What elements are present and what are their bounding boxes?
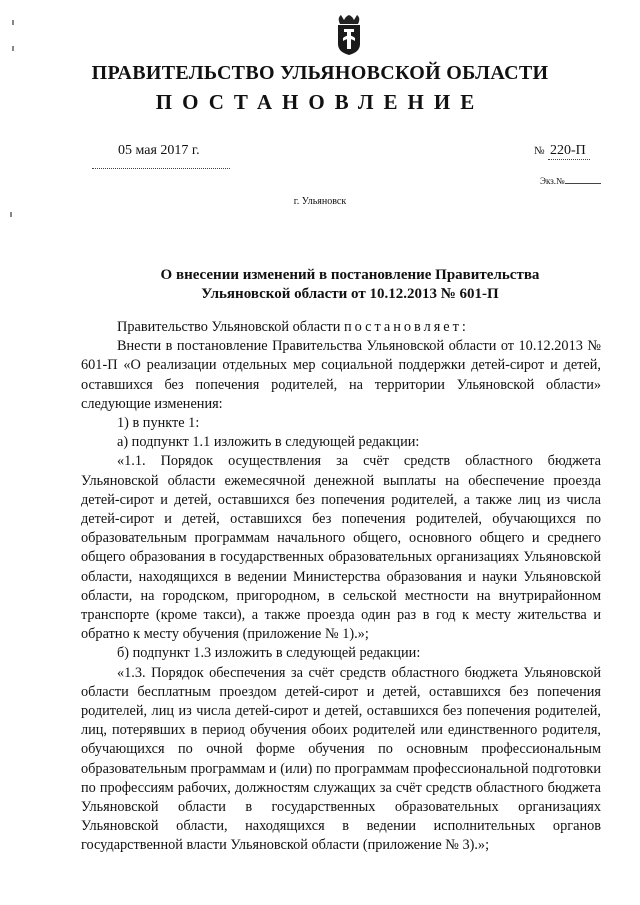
preamble-verb: постановляет: bbox=[343, 319, 469, 335]
paragraph-amendment-intro: Внести в постановление Правительства Ульяновской области от 10.12.2013 № 601-П «О реализации отдельных мер социальной поддержки детей-сирот и детей, оставшихся без попечения родителей, на территории Ульяновской области» следующие изменения: bbox=[81, 338, 601, 412]
paragraph-quote-1-3: «1.3. Порядок обеспечения за счёт средств областного бюджета Ульяновской области бесплатным проездом детей-сирот и детей, оставшихся без попечения родителей, лиц из числа детей-сирот и детей, оставшихся без попечения родителей, лиц, потерявших в период обучения обоих родителей или единственного родителя, обучающихся по очной форме обучения по основным профессиональным образовательным программам и (или) по программам профессиональной подготовки по профессиям рабочих, должностям служащих за счёт средств областного бюджета Ульяновской области в государственных образовательных организациях Ульяновской области, находящихся в ведении исполнительных органов государственной власти Ульяновской области (приложение № 3).»; bbox=[81, 664, 601, 854]
copy-number bbox=[540, 176, 601, 186]
document-type-heading: ПОСТАНОВЛЕНИЕ bbox=[155, 90, 485, 114]
copy-blank-line bbox=[565, 183, 601, 184]
copy-label: Экз.№ bbox=[540, 176, 565, 186]
city-name: г. Ульяновск bbox=[293, 196, 347, 207]
document-number bbox=[534, 143, 590, 160]
preamble-subject: Правительство Ульяновской области bbox=[117, 319, 341, 335]
scan-mark bbox=[10, 212, 12, 217]
paragraph-quote-1-1: «1.1. Порядок осуществления за счёт средств областного бюджета Ульяновской области ежемесячной денежной выплаты на обеспечение проезда детей-сирот и детей, оставшихся без попечения родителей, а также лиц из числа детей-сирот и детей, оставшихся без попечения родителей, обучающихся по образовательным программам начального общего, основного общего и среднего общего образования в государственных образовательных организациях Ульяновской области, находящихся в ведении Министерства образования и науки Ульяновской области, на городском, пригородном, в сельской местности на внутрирайонном транспорте (кроме такси), а также проезда один раз в год к месту жительства и обратно к месту обучения (приложение № 1).»; bbox=[81, 453, 601, 643]
paragraph-subitem-a: а) подпункт 1.1 изложить в следующей редакции: bbox=[117, 434, 420, 451]
number-sign: № bbox=[534, 145, 545, 157]
title-line-1: О внесении изменений в постановление Правительства bbox=[160, 267, 540, 283]
scan-mark bbox=[12, 20, 14, 25]
document-date: 05 мая 2017 г. bbox=[118, 143, 200, 158]
date-underline bbox=[92, 168, 230, 169]
preamble-paragraph bbox=[81, 318, 601, 337]
title-line-2: Ульяновской области от 10.12.2013 № 601-П bbox=[201, 286, 499, 302]
paragraph-item-1: 1) в пункте 1: bbox=[117, 415, 200, 432]
coat-of-arms-emblem bbox=[334, 14, 364, 56]
number-value: 220-П bbox=[548, 143, 590, 160]
organization-heading: ПРАВИТЕЛЬСТВО УЛЬЯНОВСКОЙ ОБЛАСТИ bbox=[91, 62, 549, 84]
paragraph-subitem-b: б) подпункт 1.3 изложить в следующей редакции: bbox=[117, 645, 421, 662]
document-title bbox=[150, 266, 550, 304]
scan-mark bbox=[12, 46, 14, 51]
document-body bbox=[81, 318, 601, 856]
